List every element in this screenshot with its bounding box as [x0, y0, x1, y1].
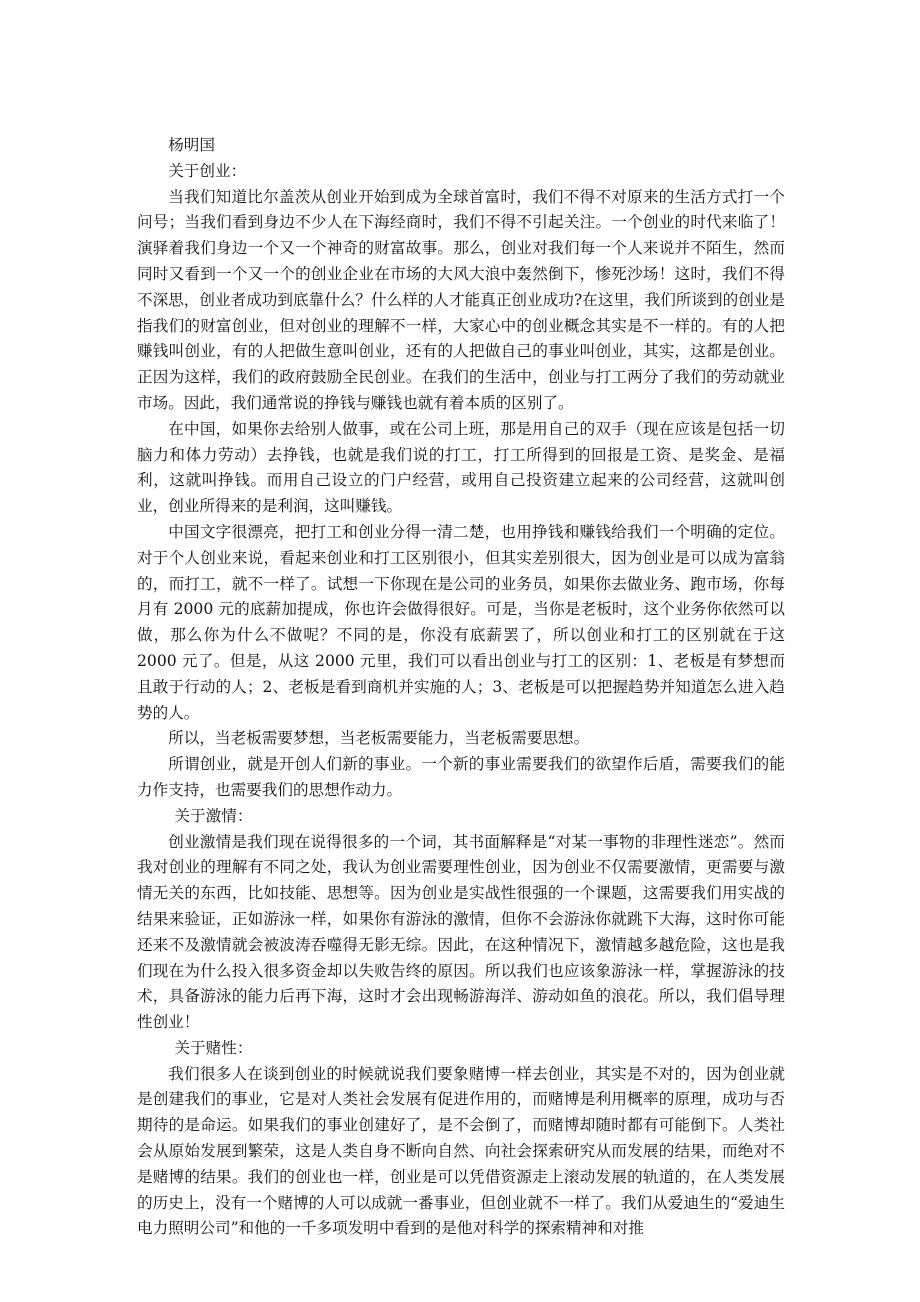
section-heading-gambling: 关于赌性： — [174, 1038, 253, 1057]
section-heading-entrepreneurship: 关于创业： — [168, 161, 247, 180]
paragraph: 我们很多人在谈到创业的时候就说我们要象赌博一样去创业，其实是不对的，因为创业就是创建我们的事业，它是对人类社会发展有促进作用的，而赌博是利用概率的原理，成功与否期待的是命运。如果我们的事业创建好了，是不会倒了，而赌博却随时都有可能倒下。人类社会从原始发展到繁荣，这是人类自身不断向自然、向社会探索研究从而发展的结果，而绝对不是赌博的结果。我们的创业也一样，创业是可以凭借资源走上滚动发展的轨道的，在人类发展的历史上，没有一个赌博的人可以成就一番事业，但创业就不一样了。我们从爱迪生的“爱迪生电力照明公司”和他的一千多项发明中看到的是他对科学的探索精神和对推 — [137, 1064, 785, 1238]
paragraph: 在中国，如果你去给别人做事，或在公司上班，那是用自己的双手（现在应该是包括一切脑力和体力劳动）去挣钱，也就是我们说的打工，打工所得到的回报是工资、是奖金、是福利，这就叫挣钱。而用自己设立的门户经营，或用自己投资建立起来的公司经营，这就叫创业，创业所得来的是利润，这叫赚钱。 — [137, 419, 785, 516]
document-body — [137, 133, 785, 1242]
paragraph: 创业激情是我们现在说得很多的一个词，其书面解释是“对某一事物的非理性迷恋”。然而我对创业的理解有不同之处，我认为创业需要理性创业，因为创业不仅需要激情，更需要与激情无关的东西，比如技能、思想等。因为创业是实战性很强的一个课题，这需要我们用实战的结果来验证，正如游泳一样，如果你有游泳的激情，但你不会游泳你就跳下大海，这时你可能还来不及激情就会被波涛吞噬得无影无综。因此，在这种情况下，激情越多越危险，这也是我们现在为什么投入很多资金却以失败告终的原因。所以我们也应该象游泳一样，掌握游泳的技术，具备游泳的能力后再下海，这时才会出现畅游海洋、游动如鱼的浪花。所以，我们倡导理性创业！ — [137, 832, 785, 1032]
author-name: 杨明国 — [168, 136, 215, 154]
paragraph: 中国文字很漂亮，把打工和创业分得一清二楚，也用挣钱和赚钱给我们一个明确的定位。对于个人创业来说，看起来创业和打工区别很小，但其实差别很大，因为创业是可以成为富翁的，而打工，就不一样了。试想一下你现在是公司的业务员，如果你去做业务、跑市场，你每月有 2000 元的底薪加提成，你也许会做得很好。可是，当你是老板时，这个业务你依然可以做，那么你为什么不做呢？不同的是，你没有底薪罢了，所以创业和打工的区别就在于这 2000 元了。但是，从这 2000 元里，我们可以看出创业与打工的区别：1、老板是有梦想而且敢于行动的人；2、老板是看到商机并实施的人；3、老板是可以把握趋势并知道怎么进入趋势的人。 — [137, 522, 785, 722]
paragraph: 所以，当老板需要梦想，当老板需要能力，当老板需要思想。 — [168, 729, 590, 748]
section-heading-passion: 关于激情： — [174, 806, 253, 825]
paragraph: 所谓创业，就是开创人们新的事业。一个新的事业需要我们的欲望作后盾，需要我们的能力作支持，也需要我们的思想作动力。 — [137, 755, 785, 799]
paragraph: 当我们知道比尔盖茨从创业开始到成为全球首富时，我们不得不对原来的生活方式打一个问号；当我们看到身边不少人在下海经商时，我们不得不引起关注。一个创业的时代来临了！演驿着我们身边一个又一个神奇的财富故事。那么，创业对我们每一个人来说并不陌生，然而同时又看到一个又一个的创业企业在市场的大风大浪中轰然倒下，惨死沙场！这时，我们不得不深思，创业者成功到底靠什么？什么样的人才能真正创业成功?在这里，我们所谈到的创业是指我们的财富创业，但对创业的理解不一样，大家心中的创业概念其实是不一样的。有的人把赚钱叫创业，有的人把做生意叫创业，还有的人把做自己的事业叫创业，其实，这都是创业。正因为这样，我们的政府鼓励全民创业。在我们的生活中，创业与打工两分了我们的劳动就业市场。因此，我们通常说的挣钱与赚钱也就有着本质的区别了。 — [137, 187, 785, 412]
